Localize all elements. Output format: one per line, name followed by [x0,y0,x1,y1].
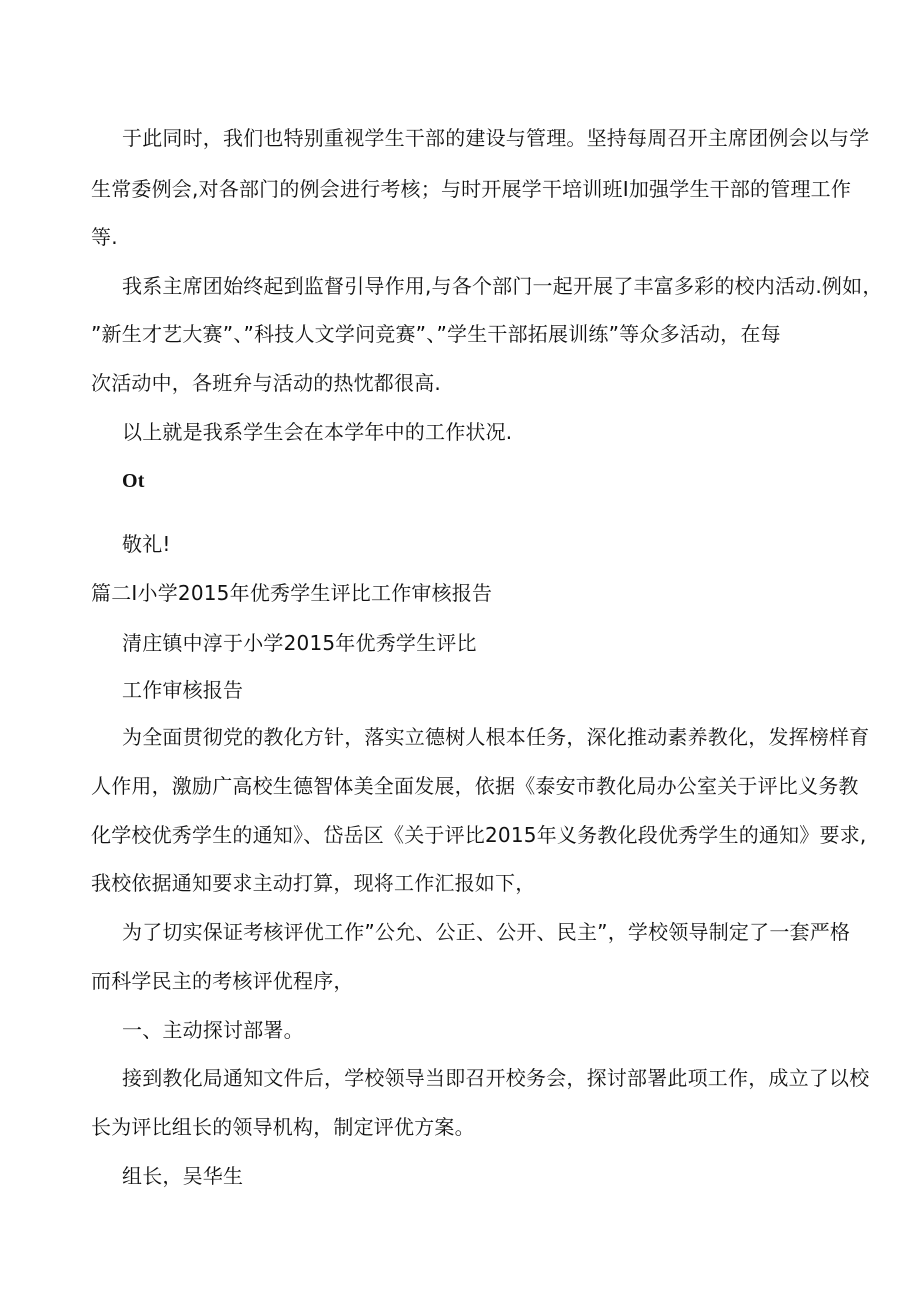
paragraph-line: 接到教化局通知文件后，学校领导当即召开校务会，探讨部署此项工作，成立了以校 [122,1066,870,1090]
salutation: 敬礼! [122,532,171,556]
paragraph-line: 为全面贯彻党的教化方针，落实立德树人根本任务，深化推动素养教化，发挥榜样育 [122,725,870,749]
paragraph-line: 于此同时，我们也特别重视学生干部的建设与管理。坚持每周召开主席团例会以与学 [122,126,870,150]
paragraph-line: ”新生才艺大赛”、”科技人文学问竞赛”、”学生干部拓展训练”等众多活动，在每 [91,322,781,346]
paragraph-line: 以上就是我系学生会在本学年中的工作状况. [122,420,513,444]
paragraph-line: 我系主席团始终起到监督引导作用,与各个部门一起开展了丰富多彩的校内活动.例如， [122,274,883,298]
stray-text: Ot [122,470,145,492]
paragraph-line: 而科学民主的考核评优程序， [91,969,354,993]
report-subtitle: 工作审核报告 [122,678,244,702]
paragraph-line: 为了切实保证考核评优工作”公允、公正、公开、民主”，学校领导制定了一套严格 [122,920,851,944]
paragraph-line: 次活动中，各班弁与活动的热忱都很高. [91,371,441,395]
paragraph-line: 化学校优秀学生的通知》、岱岳区《关于评比2015年义务教化段优秀学生的通知》要求, [91,823,867,847]
paragraph-line: 生常委例会,对各部门的例会进行考核；与时开展学干培训班I加强学生干部的管理工作 [91,177,852,201]
report-title: 清庄镇中淳于小学2015年优秀学生评比 [122,631,477,655]
paragraph-line: 长为评比组长的领导机构，制定评优方案。 [91,1115,475,1139]
paragraph-line: 等. [91,225,118,249]
section-heading: 篇二I小学2015年优秀学生评比工作审核报告 [91,581,493,605]
paragraph-line: 人作用，激励广高校生德智体美全面发展，依据《泰安市教化局办公室关于评比义务教 [91,774,859,798]
section-heading: 一、主动探讨部署。 [122,1018,304,1042]
paragraph-line: 我校依据通知要求主动打算，现将工作汇报如下， [91,871,536,895]
paragraph-line: 组长，吴华生 [122,1164,244,1188]
